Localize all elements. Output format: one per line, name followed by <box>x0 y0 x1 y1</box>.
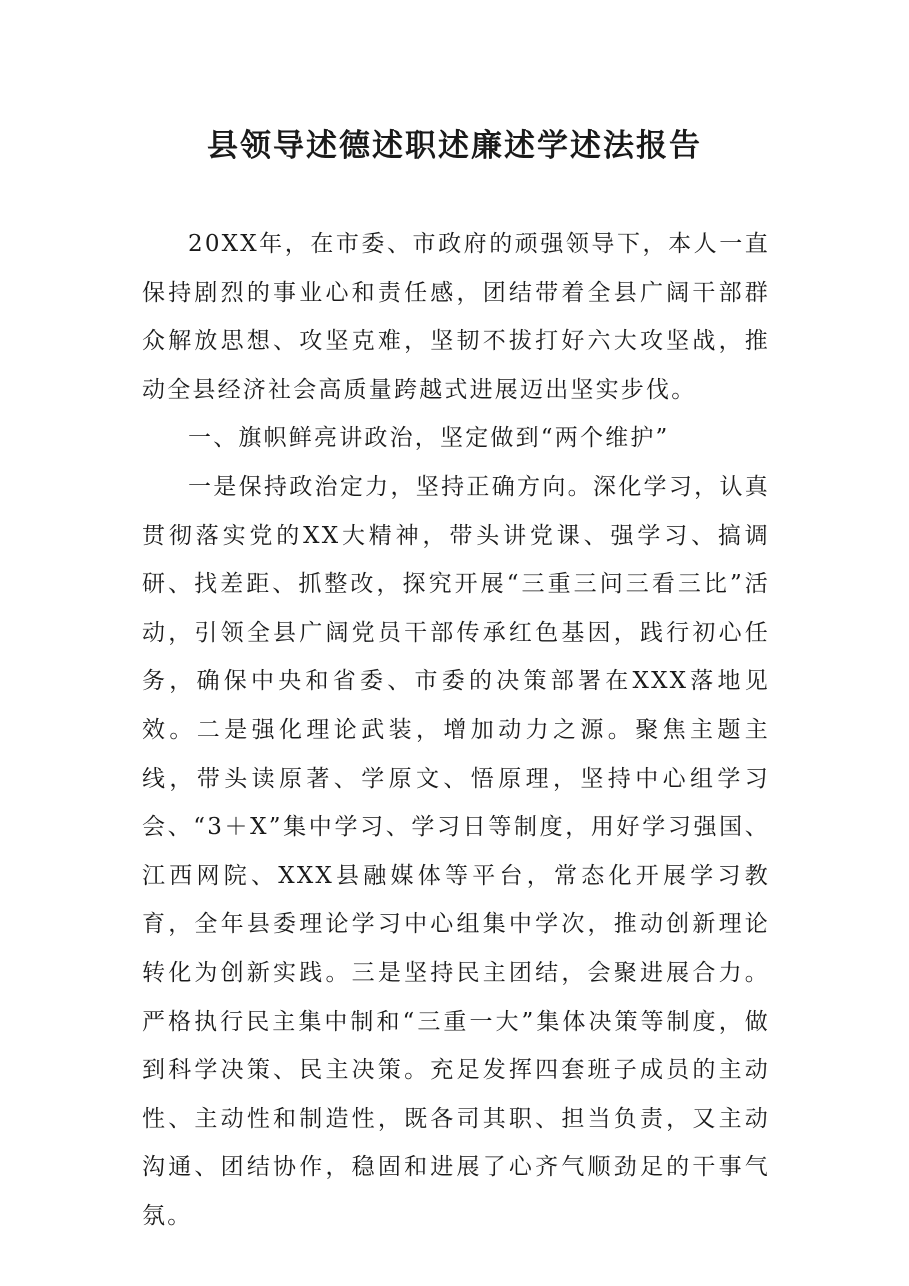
paragraph-intro: 20XX年，在市委、市政府的顽强领导下，本人一直保持剧烈的事业心和责任感，团结带着全县广阔干部群众解放思想、攻坚克难，坚韧不拔打好六大攻坚战，推动全县经济社会高质量跨越式进展迈出坚实步伐。 <box>142 231 770 403</box>
section-heading: 一、旗帜鲜亮讲政治，坚定做到“两个维护” <box>188 425 670 452</box>
document-title: 县领导述德述职述廉述学述法报告 <box>207 128 702 164</box>
document-body <box>142 220 770 1240</box>
paragraph-section-one: 一是保持政治定力，坚持正确方向。深化学习，认真贯彻落实党的XX大精神，带头讲党课、强学习、搞调研、找差距、抓整改，探究开展“三重三问三看三比”活动，引领全县广阔党员干部传承红色基因，践行初心任务，确保中央和省委、市委的决策部署在XXX落地见效。二是强化理论武装，增加动力之源。聚焦主题主线，带头读原著、学原文、悟原理，坚持中心组学习会、“3＋X”集中学习、学习日等制度，用好学习强国、江西网院、XXX县融媒体等平台，常态化开展学习教育，全年县委理论学习中心组集中学次，推动创新理论转化为创新实践。三是坚持民主团结，会聚进展合力。严格执行民主集中制和“三重一大”集体决策等制度，做到科学决策、民主决策。充足发挥四套班子成员的主动性、主动性和制造性，既各司其职、担当负责，又主动沟通、团结协作，稳固和进展了心齐气顺劲足的干事气氛。 <box>142 473 770 1229</box>
